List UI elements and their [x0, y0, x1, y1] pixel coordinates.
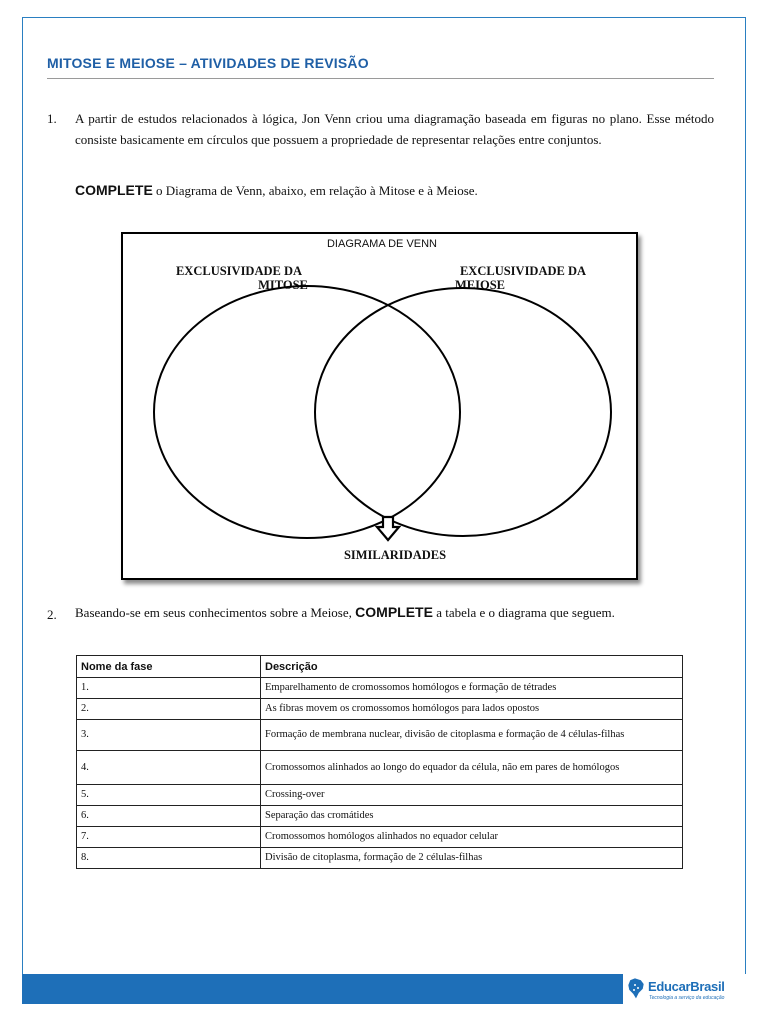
phase-description-cell: Separação das cromátides [261, 806, 683, 827]
question-1-instruction-text: o Diagrama de Venn, abaixo, em relação à Mitose e à Meiose. [152, 183, 478, 198]
phase-description-cell: Crossing-over [261, 785, 683, 806]
question-2-number: 2. [47, 607, 57, 622]
table-header-row [77, 656, 683, 678]
question-2-text [75, 603, 685, 622]
footer-brand: EducarBrasil [648, 979, 725, 994]
brazil-map-icon [626, 977, 646, 1001]
question-2-complete-word: COMPLETE [355, 604, 433, 620]
phases-table [76, 655, 683, 869]
phase-name-cell[interactable]: 4. [77, 751, 261, 785]
phase-name-cell[interactable]: 8. [77, 848, 261, 869]
question-2-text-before: Baseando-se em seus conhecimentos sobre a Meiose, [75, 605, 356, 620]
venn-left-label-line1: EXCLUSIVIDADE DA [175, 264, 303, 278]
mitose-circle [154, 286, 460, 538]
header-descricao: Descrição [261, 656, 683, 678]
phase-name-cell[interactable]: 5. [77, 785, 261, 806]
header-nome-fase: Nome da fase [77, 656, 261, 678]
question-1-instruction [75, 180, 714, 201]
venn-left-label-line2: MITOSE [258, 278, 308, 292]
phase-description-cell: Cromossomos alinhados ao longo do equador da célula, não em pares de homólogos [261, 751, 683, 785]
phase-name-cell[interactable]: 1. [77, 678, 261, 699]
phase-description-cell: Emparelhamento de cromossomos homólogos e formação de tétrades [261, 678, 683, 699]
venn-diagram [121, 232, 638, 580]
venn-right-label-line2: MEIOSE [454, 278, 506, 292]
page-title: MITOSE E MEIOSE – ATIVIDADES DE REVISÃO [47, 55, 369, 71]
venn-svg [123, 234, 636, 578]
phase-description-cell: Formação de membrana nuclear, divisão de citoplasma e formação de 4 células-filhas [261, 720, 683, 751]
question-1-text: A partir de estudos relacionados à lógica, Jon Venn criou uma diagramação baseada em figuras no plano. Esse método consiste basicamente em círculos que possuem a propriedade de representar relações entre conjuntos. [75, 111, 714, 147]
title-divider [47, 78, 714, 79]
table-row [77, 827, 683, 848]
question-1-complete-word: COMPLETE [75, 182, 153, 198]
table-row [77, 848, 683, 869]
phase-description-cell: As fibras movem os cromossomos homólogos para lados opostos [261, 699, 683, 720]
phase-description-cell: Divisão de citoplasma, formação de 2 células-filhas [261, 848, 683, 869]
venn-right-label-line1: EXCLUSIVIDADE DA [459, 264, 587, 278]
phase-name-cell[interactable]: 3. [77, 720, 261, 751]
venn-title: DIAGRAMA DE VENN [326, 238, 438, 250]
table-row [77, 806, 683, 827]
question-1-number: 1. [47, 111, 57, 126]
phase-name-cell[interactable]: 7. [77, 827, 261, 848]
table-row [77, 678, 683, 699]
meiose-circle [315, 288, 611, 536]
venn-bottom-label: SIMILARIDADES [343, 548, 447, 562]
table-row [77, 751, 683, 785]
phase-description-cell: Cromossomos homólogos alinhados no equador celular [261, 827, 683, 848]
table-row [77, 699, 683, 720]
footer-tagline: Tecnologia a serviço da educação [649, 995, 725, 1001]
phase-name-cell[interactable]: 2. [77, 699, 261, 720]
arrow-down-icon [377, 517, 399, 540]
table-row [77, 785, 683, 806]
table-row [77, 720, 683, 751]
question-2-text-after: a tabela e o diagrama que seguem. [432, 605, 615, 620]
phase-name-cell[interactable]: 6. [77, 806, 261, 827]
